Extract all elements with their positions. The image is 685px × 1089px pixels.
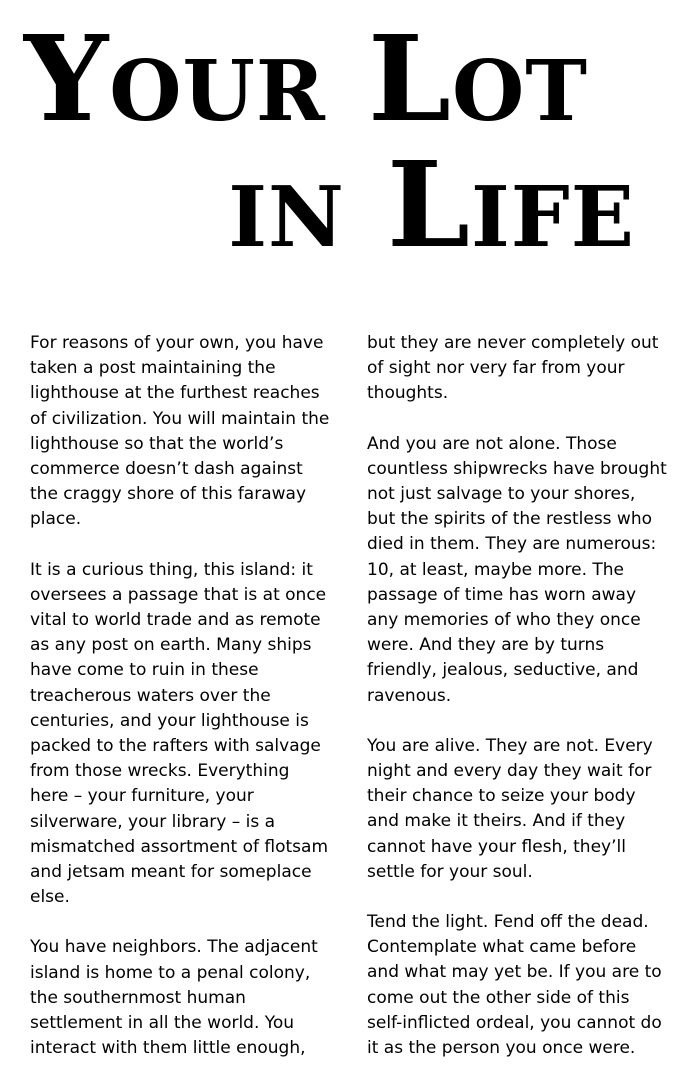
paragraph: You have neighbors. The adjacent island is home to a penal colony, the southernmost human settlement in all the world. You interact with them little enough,	[30, 937, 318, 1059]
paragraph: It is a curious thing, this island: it oversees a passage that is at once vital to world trade and as remote as any post on earth. Many ships have come to ruin in these treacherous waters over the centuries, and your lighthouse is packed to the rafters with salvage from those wrecks. Everything here – your furniture, your silverware, your library – is a mismatched assortment of flotsam and jetsam meant for someplace else.	[30, 559, 329, 908]
title-line-1: Your Lot	[24, 9, 589, 148]
page-title	[0, 0, 685, 300]
paragraph: And you are not alone. Those countless shipwrecks have brought not just salvage to your shores, but the spirits of the restless who died in them. They are numerous: 10, at least, maybe more. The passage of time has worn away any memories of who they once were. And they are by turns friendly, jealous, seductive, and ravenous.	[367, 433, 667, 706]
paragraph: but they are never completely out of sight nor very far from your thoughts.	[367, 333, 659, 404]
title-line-2: in Life	[228, 135, 635, 274]
paragraph: Tend the light. Fend off the dead. Contemplate what came before and what may yet be. If you are to come out the other side of this self-inflicted ordeal, you cannot do it as the person you once were.	[367, 912, 662, 1059]
right-column	[367, 331, 667, 1086]
left-column	[30, 331, 330, 1086]
paragraph: For reasons of your own, you have taken a post maintaining the lighthouse at the furthest reaches of civilization. You will maintain the lighthouse so that the world’s commerce doesn’t dash against the craggy shore of this faraway place.	[30, 333, 330, 530]
paragraph: You are alive. They are not. Every night and every day they wait for their chance to seize your body and make it theirs. And if they cannot have your flesh, they’ll settle for your soul.	[367, 735, 653, 882]
